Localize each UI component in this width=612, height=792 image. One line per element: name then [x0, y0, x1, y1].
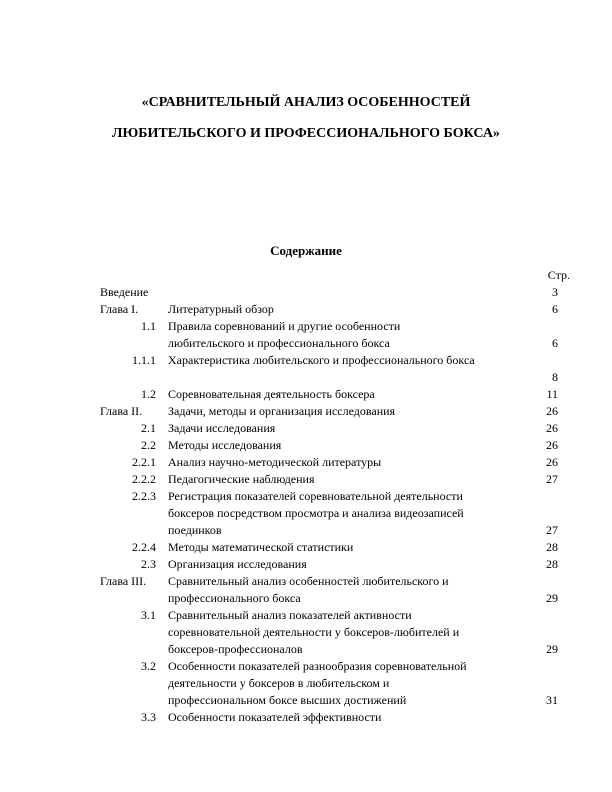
toc-entry-number: 3.3: [141, 710, 156, 724]
toc-entry-text: профессионального бокса: [168, 591, 301, 605]
toc-entry-page: 6: [552, 336, 558, 350]
toc-entry-page: 6: [552, 302, 558, 316]
toc-entry-text: Задачи, методы и организация исследования: [168, 404, 396, 418]
toc-entry-page: 28: [546, 557, 558, 571]
toc-entry-page: 27: [546, 523, 558, 537]
toc-entry-page: 8: [552, 370, 558, 384]
toc-entry-text: Методы математической статистики: [168, 540, 354, 554]
toc-page-header: Стр.: [547, 268, 570, 282]
document-title-line-2: ЛЮБИТЕЛЬСКОГО И ПРОФЕССИОНАЛЬНОГО БОКСА»: [112, 126, 500, 141]
toc-entry-text: Педагогические наблюдения: [168, 472, 315, 486]
toc-entry-label: Глава II.: [100, 404, 143, 418]
toc-entry-text: Особенности показателей эффективности: [168, 710, 382, 724]
toc-entry-text: Анализ научно-методической литературы: [168, 455, 382, 469]
toc-entry-page: 27: [546, 472, 558, 486]
toc-entry-number: 2.2.2: [132, 472, 156, 486]
toc-entry-number: 1.1: [141, 319, 156, 333]
toc-heading: Содержание: [270, 243, 342, 258]
toc-entry-page: 26: [546, 421, 558, 435]
toc-entry-label: Глава III.: [100, 574, 147, 588]
toc-entry-page: 3: [552, 285, 558, 299]
toc-entry-number: 1.2: [141, 387, 156, 401]
toc-entry-text: Литературный обзор: [168, 302, 274, 316]
toc-entry-text: боксеров посредством просмотра и анализа видеозаписей: [168, 506, 464, 520]
toc-entry-text: деятельности у боксеров в любительском и: [168, 676, 390, 690]
toc-entry-text: профессиональном боксе высших достижений: [168, 693, 407, 707]
toc-entry-number: 2.2: [141, 438, 156, 452]
toc-entry-number: 2.2.1: [132, 455, 156, 469]
toc-entry-text: Характеристика любительского и профессионального бокса: [168, 353, 475, 367]
toc-entry-number: 3.1: [141, 608, 156, 622]
toc-entry-number: 2.1: [141, 421, 156, 435]
toc-entry-text: Регистрация показателей соревновательной деятельности: [168, 489, 463, 503]
toc-entry-text: Сравнительный анализ показателей активности: [168, 608, 412, 622]
toc-entry-page: 29: [546, 591, 558, 605]
toc-entry-label: Введение: [100, 285, 149, 299]
document-title-line-1: «СРАВНИТЕЛЬНЫЙ АНАЛИЗ ОСОБЕННОСТЕЙ: [141, 95, 471, 110]
toc-entry-text: Сравнительный анализ особенностей любительского и: [168, 574, 449, 588]
toc-entry-text: боксеров-профессионалов: [168, 642, 303, 656]
toc-entry-page: 31: [546, 693, 558, 707]
toc-entry-text: Правила соревнований и другие особенности: [168, 319, 401, 333]
toc-entry-text: Организация исследования: [168, 557, 307, 571]
toc-entry-page: 26: [546, 404, 558, 418]
toc-entry-page: 26: [546, 455, 558, 469]
toc-entry-number: 2.2.3: [132, 489, 156, 503]
toc-entry-text: поединков: [168, 523, 222, 537]
toc-entry-number: 2.2.4: [132, 540, 156, 554]
toc-entry-number: 1.1.1: [132, 353, 156, 367]
toc-entry-text: Соревновательная деятельность боксера: [168, 387, 375, 401]
toc-entry-number: 3.2: [141, 659, 156, 673]
toc-entry-page: 26: [546, 438, 558, 452]
toc-entry-text: Особенности показателей разнообразия соревновательной: [168, 659, 467, 673]
toc-entry-text: Задачи исследования: [168, 421, 276, 435]
toc-entry-page: 11: [546, 387, 558, 401]
toc-entry-text: соревновательной деятельности у боксеров-любителей и: [168, 625, 460, 639]
toc-entry-number: 2.3: [141, 557, 156, 571]
toc-entry-page: 28: [546, 540, 558, 554]
toc-entry-label: Глава I.: [100, 302, 139, 316]
toc-entry-text: Методы исследования: [168, 438, 282, 452]
toc-entry-text: любительского и профессионального бокса: [168, 336, 390, 350]
toc-entry-page: 29: [546, 642, 558, 656]
